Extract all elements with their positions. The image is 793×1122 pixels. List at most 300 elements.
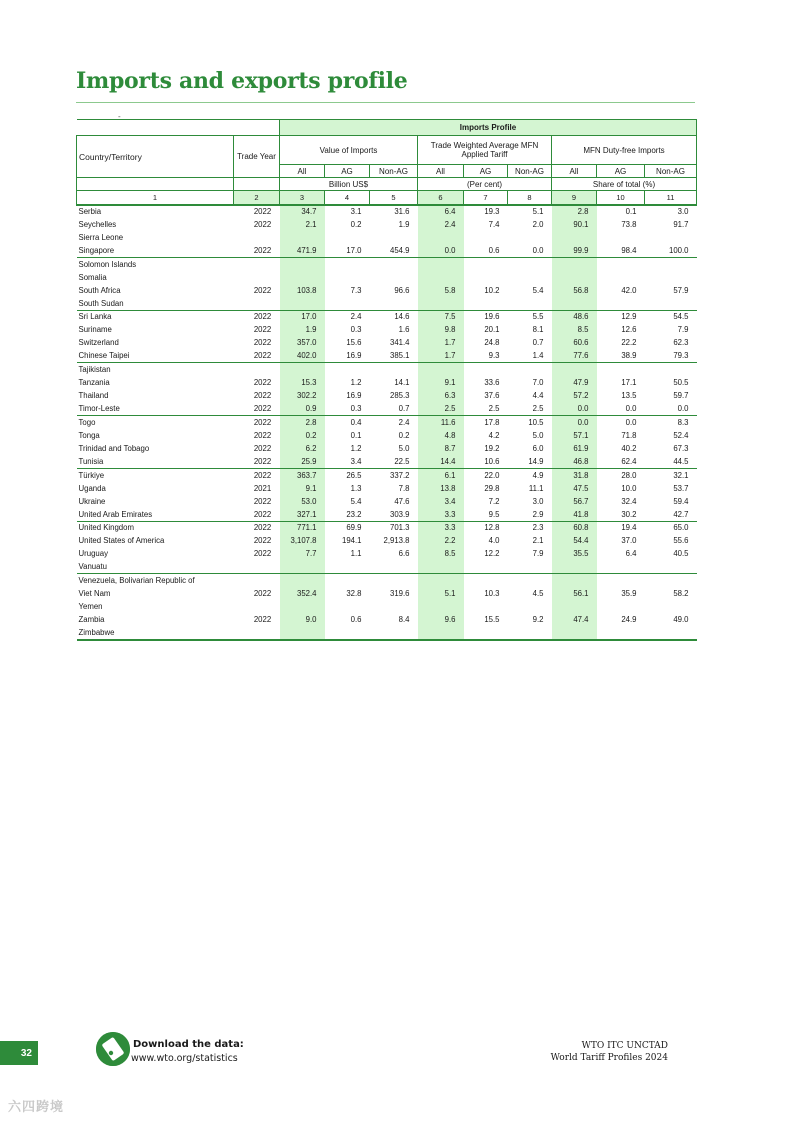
value-cell: 402.0	[280, 350, 325, 363]
value-cell	[508, 270, 552, 283]
value-cell: 40.2	[621, 443, 637, 453]
value-cell	[280, 231, 325, 244]
value-cell: 57.2	[552, 389, 597, 402]
value-cell: 9.5	[464, 508, 508, 521]
value-cell	[597, 627, 645, 640]
value-cell: 20.1	[484, 325, 500, 335]
value-cell: 0.1	[350, 430, 362, 440]
value-cell: 28.0	[621, 470, 637, 480]
value-cell: 56.7	[552, 495, 597, 508]
value-cell: 0.0	[625, 417, 637, 427]
table-row	[77, 244, 697, 257]
value-cell	[464, 297, 508, 310]
column-number: 3	[280, 191, 325, 205]
watermark: 六四跨境	[8, 1099, 65, 1114]
value-cell	[325, 231, 370, 244]
value-cell: 103.8	[280, 284, 325, 297]
value-cell: 31.6	[394, 207, 410, 217]
value-cell: 79.3	[645, 350, 697, 363]
value-cell: 2,913.8	[383, 536, 410, 546]
value-cell: 5.8	[418, 284, 464, 297]
table-row	[77, 547, 697, 560]
small-dash: -	[118, 112, 121, 121]
value-cell: 0.7	[370, 402, 418, 415]
value-cell	[418, 231, 464, 244]
value-cell: 22.5	[370, 455, 418, 468]
country-cell: Tanzania	[78, 378, 110, 388]
value-cell: 3.4	[418, 495, 464, 508]
value-cell: 12.8	[484, 523, 500, 533]
year-cell: 2022	[234, 455, 280, 468]
table-row	[77, 521, 697, 534]
value-cell: 2.1	[280, 218, 325, 231]
value-cell: 5.0	[398, 443, 410, 453]
year-cell: 2022	[253, 219, 272, 229]
value-cell: 100.0	[645, 244, 697, 257]
group-header-tariff: Trade Weighted Average MFN Applied Tariff	[418, 136, 552, 165]
value-cell	[325, 257, 370, 270]
country-cell: Solomon Islands	[78, 259, 137, 269]
value-cell: 363.7	[280, 468, 325, 481]
year-cell: 2022	[253, 325, 272, 335]
country-cell: Yemen	[78, 602, 103, 612]
publication-title: World Tariff Profiles 2024	[550, 1053, 668, 1063]
value-cell: 71.8	[621, 430, 637, 440]
value-cell: 14.6	[394, 312, 410, 322]
value-cell: 26.5	[346, 470, 362, 480]
table-row	[77, 270, 697, 283]
value-cell	[464, 270, 508, 283]
value-cell: 2.8	[280, 416, 325, 429]
value-cell	[597, 257, 645, 270]
value-cell: 0.0	[645, 402, 697, 415]
value-cell: 303.9	[370, 508, 418, 521]
table-row	[77, 481, 697, 494]
country-cell: Tunisia	[77, 455, 234, 468]
value-cell: 6.2	[280, 442, 325, 455]
sub-header: All	[418, 165, 464, 178]
value-cell: 15.3	[280, 376, 325, 389]
value-cell	[370, 363, 418, 376]
value-cell	[370, 574, 418, 587]
value-cell: 12.6	[621, 325, 637, 335]
download-link[interactable]: www.wto.org/statistics	[131, 1053, 238, 1064]
value-cell	[370, 297, 418, 310]
value-cell: 0.4	[350, 417, 362, 427]
table-row	[77, 350, 697, 363]
value-cell: 49.0	[673, 615, 689, 625]
country-cell: Switzerland	[78, 338, 119, 348]
value-cell	[552, 627, 597, 640]
value-cell	[464, 363, 508, 376]
value-cell: 41.8	[552, 508, 597, 521]
value-cell	[418, 363, 464, 376]
value-cell: 10.5	[528, 417, 544, 427]
value-cell: 59.4	[673, 496, 689, 506]
value-cell: 4.4	[532, 391, 544, 401]
year-cell: 2022	[253, 338, 272, 348]
value-cell: 90.1	[552, 218, 597, 231]
year-cell: 2022	[253, 589, 272, 599]
country-cell: Trinidad and Tobago	[78, 443, 150, 453]
table-row	[77, 613, 697, 626]
value-cell	[370, 600, 418, 613]
value-cell: 32.4	[621, 496, 637, 506]
year-cell: 2022	[234, 508, 280, 521]
table-row	[77, 455, 697, 468]
value-cell: 25.9	[280, 455, 325, 468]
title-rule	[76, 102, 695, 103]
value-cell: 11.1	[528, 483, 544, 493]
value-cell: 67.3	[673, 443, 689, 453]
value-cell	[418, 561, 464, 574]
group-header-dutyfree: MFN Duty-free Imports	[552, 136, 697, 165]
sub-header: All	[280, 165, 325, 178]
value-cell: 14.4	[418, 455, 464, 468]
sub-header: Non-AG	[370, 165, 418, 178]
value-cell: 9.2	[532, 615, 544, 625]
value-cell	[508, 600, 552, 613]
value-cell: 701.3	[389, 523, 410, 533]
value-cell: 2.4	[418, 218, 464, 231]
value-cell	[597, 600, 645, 613]
imports-profile-table-wrap	[76, 119, 696, 641]
country-cell: Serbia	[78, 207, 102, 217]
value-cell	[464, 574, 508, 587]
country-cell: Viet Nam	[78, 589, 111, 599]
value-cell: 32.8	[346, 589, 362, 599]
value-cell	[418, 270, 464, 283]
value-cell: 4.2	[488, 430, 500, 440]
value-cell: 3.4	[325, 455, 370, 468]
value-cell	[597, 363, 645, 376]
value-cell: 65.0	[673, 523, 689, 533]
table-row	[77, 402, 697, 415]
value-cell: 10.2	[484, 285, 500, 295]
value-cell: 17.0	[325, 244, 370, 257]
value-cell	[552, 231, 597, 244]
value-cell: 5.1	[532, 207, 544, 217]
value-cell: 52.4	[673, 430, 689, 440]
value-cell: 2.5	[464, 402, 508, 415]
value-cell: 61.9	[552, 442, 597, 455]
value-cell: 6.6	[398, 549, 410, 559]
value-cell: 55.6	[673, 536, 689, 546]
value-cell	[552, 600, 597, 613]
value-cell	[325, 627, 370, 640]
value-cell	[418, 297, 464, 310]
value-cell: 19.6	[484, 312, 500, 322]
country-cell: Uruguay	[78, 549, 108, 559]
value-cell	[597, 231, 645, 244]
value-cell	[645, 561, 697, 574]
value-cell	[325, 270, 370, 283]
year-cell: 2022	[253, 470, 272, 480]
value-cell: 7.8	[398, 483, 410, 493]
value-cell: 57.9	[673, 285, 689, 295]
value-cell: 53.0	[280, 495, 325, 508]
country-cell: Ukraine	[78, 496, 106, 506]
unit-header-value: Billion US$	[280, 178, 418, 191]
value-cell	[645, 297, 697, 310]
header-blank	[77, 120, 280, 136]
value-cell	[370, 270, 418, 283]
column-number: 9	[552, 191, 597, 205]
country-cell: Sierra Leone	[78, 232, 124, 242]
value-cell: 57.1	[552, 429, 597, 442]
column-number: 5	[370, 191, 418, 205]
value-cell	[280, 270, 325, 283]
value-cell: 454.9	[370, 244, 418, 257]
value-cell: 53.7	[673, 483, 689, 493]
value-cell: 2.4	[350, 312, 362, 322]
value-cell: 1.7	[418, 350, 464, 363]
value-cell	[508, 363, 552, 376]
value-cell: 8.4	[398, 615, 410, 625]
value-cell: 3.3	[418, 521, 464, 534]
value-cell	[552, 574, 597, 587]
country-cell: Zimbabwe	[77, 627, 234, 640]
value-cell: 9.6	[418, 613, 464, 626]
value-cell: 0.2	[280, 429, 325, 442]
value-cell	[552, 363, 597, 376]
value-cell	[645, 600, 697, 613]
value-cell: 47.5	[552, 481, 597, 494]
country-cell: Singapore	[77, 244, 234, 257]
value-cell: 0.6	[464, 244, 508, 257]
value-cell: 9.1	[280, 481, 325, 494]
value-cell: 13.8	[418, 481, 464, 494]
value-cell: 0.9	[280, 402, 325, 415]
country-cell: Chinese Taipei	[77, 350, 234, 363]
value-cell: 5.5	[532, 312, 544, 322]
sub-header: AG	[597, 165, 645, 178]
value-cell: 0.6	[350, 615, 362, 625]
publisher: WTO ITC UNCTAD	[581, 1041, 668, 1051]
value-cell: 42.7	[645, 508, 697, 521]
value-cell: 771.1	[280, 521, 325, 534]
value-cell: 7.5	[418, 310, 464, 323]
value-cell	[645, 627, 697, 640]
value-cell: 6.3	[418, 389, 464, 402]
value-cell: 4.5	[532, 589, 544, 599]
value-cell: 1.1	[350, 549, 362, 559]
value-cell: 22.2	[621, 338, 637, 348]
value-cell: 60.6	[552, 336, 597, 349]
table-row	[77, 323, 697, 336]
year-header: Trade Year	[234, 136, 280, 178]
value-cell: 6.0	[532, 443, 544, 453]
country-cell: Zambia	[78, 615, 105, 625]
value-cell: 1.4	[508, 350, 552, 363]
value-cell: 8.5	[552, 323, 597, 336]
value-cell	[597, 270, 645, 283]
year-cell: 2022	[234, 244, 280, 257]
year-cell	[234, 627, 280, 640]
value-cell: 8.7	[418, 442, 464, 455]
country-cell: Türkiye	[78, 470, 105, 480]
value-cell: 471.9	[280, 244, 325, 257]
value-cell	[370, 627, 418, 640]
country-cell: Suriname	[78, 325, 112, 335]
value-cell: 48.6	[552, 310, 597, 323]
value-cell	[464, 600, 508, 613]
value-cell: 337.2	[389, 470, 410, 480]
value-cell: 29.8	[484, 483, 500, 493]
year-cell: 2022	[253, 523, 272, 533]
column-number: 8	[508, 191, 552, 205]
value-cell: 2.5	[508, 402, 552, 415]
value-cell: 32.1	[673, 470, 689, 480]
value-cell	[508, 574, 552, 587]
value-cell	[552, 257, 597, 270]
value-cell: 6.4	[418, 205, 464, 218]
value-cell	[280, 257, 325, 270]
value-cell: 42.0	[621, 285, 637, 295]
value-cell: 5.0	[532, 430, 544, 440]
value-cell: 6.1	[418, 468, 464, 481]
value-cell	[325, 363, 370, 376]
group-header-value: Value of Imports	[280, 136, 418, 165]
value-cell	[280, 600, 325, 613]
value-cell: 385.1	[370, 350, 418, 363]
table-row	[77, 389, 697, 402]
value-cell: 0.7	[532, 338, 544, 348]
year-cell	[234, 257, 280, 270]
value-cell: 35.9	[621, 589, 637, 599]
value-cell	[464, 561, 508, 574]
value-cell	[280, 297, 325, 310]
value-cell: 35.5	[552, 547, 597, 560]
value-cell	[418, 257, 464, 270]
year-cell: 2022	[253, 430, 272, 440]
value-cell: 3.0	[532, 496, 544, 506]
value-cell: 13.5	[621, 391, 637, 401]
value-cell: 7.9	[677, 325, 689, 335]
year-cell: 2022	[253, 391, 272, 401]
country-cell: United Arab Emirates	[77, 508, 234, 521]
table-row	[77, 376, 697, 389]
column-number: 2	[234, 191, 280, 205]
value-cell	[280, 561, 325, 574]
value-cell: 2.0	[532, 219, 544, 229]
value-cell: 19.2	[484, 443, 500, 453]
value-cell	[464, 627, 508, 640]
value-cell: 5.4	[350, 496, 362, 506]
value-cell	[325, 561, 370, 574]
super-header: Imports Profile	[280, 120, 697, 136]
value-cell: 69.9	[346, 523, 362, 533]
country-cell: Seychelles	[78, 219, 117, 229]
value-cell: 9.8	[418, 323, 464, 336]
table-row	[77, 284, 697, 297]
value-cell: 0.2	[398, 430, 410, 440]
value-cell: 10.0	[621, 483, 637, 493]
country-cell: United States of America	[78, 536, 165, 546]
value-cell: 0.0	[552, 402, 597, 415]
value-cell: 4.0	[488, 536, 500, 546]
value-cell: 11.6	[418, 416, 464, 429]
page-number: 32	[0, 1041, 38, 1065]
value-cell: 10.6	[464, 455, 508, 468]
value-cell	[370, 561, 418, 574]
value-cell: 4.9	[532, 470, 544, 480]
year-cell	[234, 363, 280, 376]
value-cell: 91.7	[673, 219, 689, 229]
value-cell: 23.2	[325, 508, 370, 521]
value-cell: 7.3	[350, 285, 362, 295]
value-cell: 0.0	[552, 416, 597, 429]
value-cell: 60.8	[552, 521, 597, 534]
table-row	[77, 336, 697, 349]
value-cell: 14.1	[394, 378, 410, 388]
country-cell: Tajikistan	[78, 365, 111, 375]
value-cell	[645, 270, 697, 283]
value-cell: 3,107.8	[280, 534, 325, 547]
year-cell	[234, 297, 280, 310]
value-cell: 2.3	[532, 523, 544, 533]
value-cell: 0.1	[625, 207, 637, 217]
year-cell: 2022	[234, 402, 280, 415]
year-cell: 2022	[253, 615, 272, 625]
table-body	[77, 205, 697, 640]
value-cell	[370, 231, 418, 244]
sub-header: AG	[325, 165, 370, 178]
value-cell: 10.3	[484, 589, 500, 599]
year-cell: 2022	[253, 536, 272, 546]
table-row	[77, 468, 697, 481]
value-cell: 99.9	[552, 244, 597, 257]
value-cell: 2.4	[398, 417, 410, 427]
country-cell: South Sudan	[77, 297, 234, 310]
column-number: 6	[418, 191, 464, 205]
value-cell: 0.0	[508, 244, 552, 257]
value-cell: 33.6	[484, 378, 500, 388]
value-cell: 7.2	[488, 496, 500, 506]
unit-blank	[77, 178, 234, 191]
value-cell	[418, 627, 464, 640]
table-row	[77, 363, 697, 376]
value-cell	[645, 574, 697, 587]
value-cell: 352.4	[280, 587, 325, 600]
country-header: Country/Territory	[77, 136, 234, 178]
value-cell	[508, 257, 552, 270]
value-cell: 58.2	[673, 589, 689, 599]
sub-header: AG	[464, 165, 508, 178]
value-cell: 47.9	[552, 376, 597, 389]
value-cell: 34.7	[280, 205, 325, 218]
value-cell	[597, 574, 645, 587]
value-cell: 16.9	[346, 391, 362, 401]
value-cell: 1.2	[350, 443, 362, 453]
column-number: 7	[464, 191, 508, 205]
value-cell: 77.6	[552, 350, 597, 363]
value-cell: 285.3	[389, 391, 410, 401]
value-cell: 38.9	[597, 350, 645, 363]
value-cell: 2.8	[552, 205, 597, 218]
value-cell: 9.1	[418, 376, 464, 389]
value-cell: 2.2	[418, 534, 464, 547]
year-cell	[234, 561, 280, 574]
value-cell: 5.4	[532, 285, 544, 295]
download-icon[interactable]	[96, 1032, 130, 1066]
value-cell	[464, 257, 508, 270]
column-number: 10	[597, 191, 645, 205]
country-cell: South Africa	[78, 285, 121, 295]
page-title: Imports and exports profile	[76, 68, 408, 94]
year-cell	[234, 231, 280, 244]
unit-blank	[234, 178, 280, 191]
